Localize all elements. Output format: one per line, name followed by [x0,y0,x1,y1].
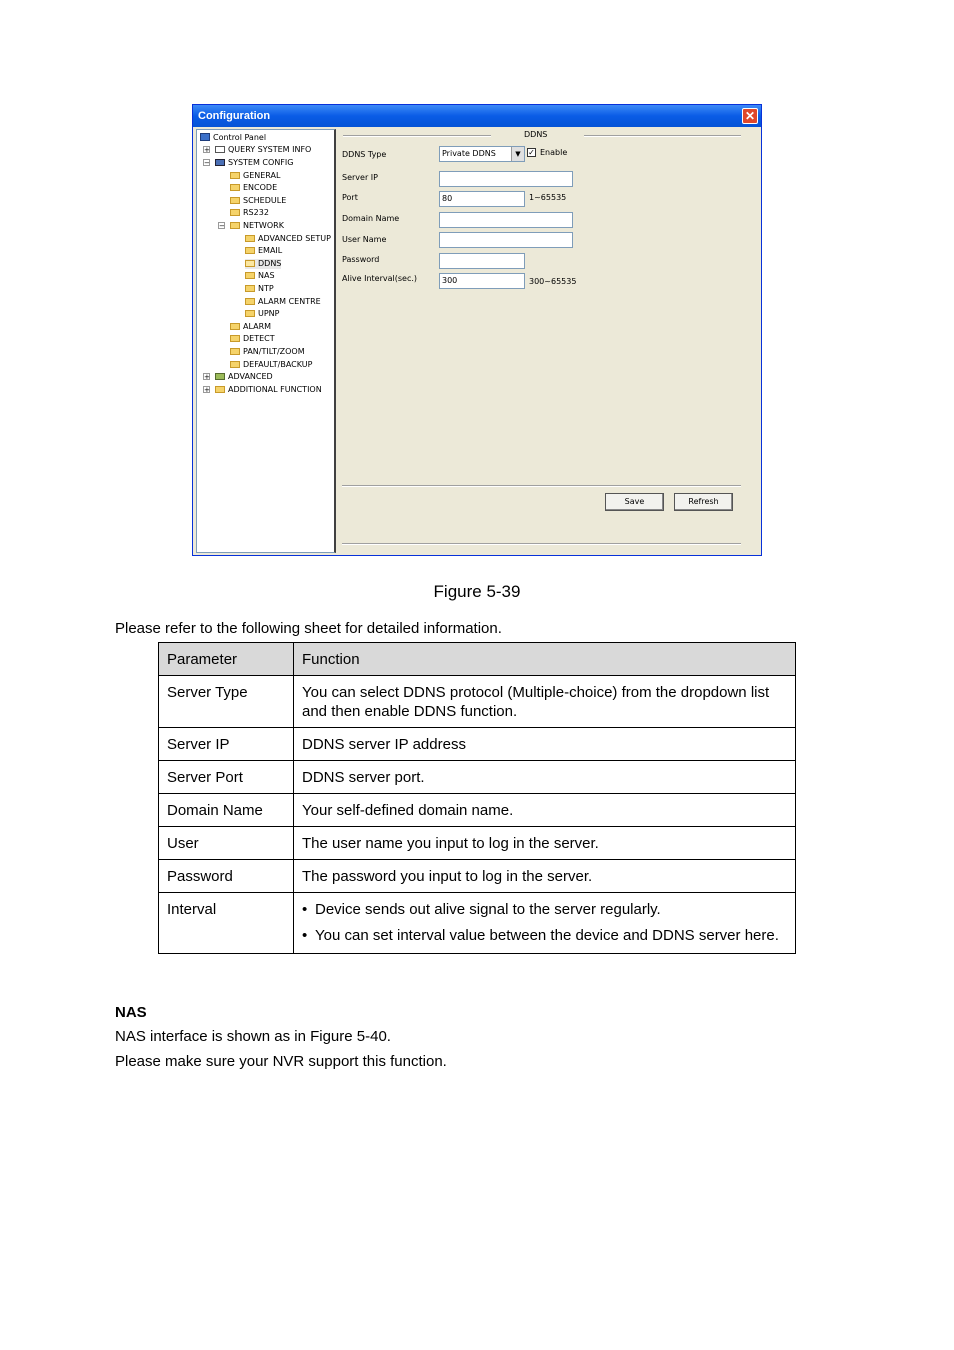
folder-icon [230,323,240,330]
tree-item-rs232[interactable]: RS232 [230,208,269,218]
tree-item-control-panel[interactable]: Control Panel [200,133,266,143]
expand-icon[interactable]: + [204,146,210,154]
header-function: Function [294,643,796,676]
expand-icon[interactable]: + [204,386,210,394]
ddns-panel [338,129,758,552]
computer-icon [200,133,210,141]
divider [584,135,741,137]
tree-item-system-config[interactable]: − SYSTEM CONFIG [204,158,294,167]
figure-caption: Figure 5-39 [433,582,521,601]
folder-icon [230,184,240,191]
title-bar[interactable] [193,105,761,127]
chevron-down-icon: ▼ [511,147,524,161]
folder-icon [230,222,240,229]
folder-icon [245,272,255,279]
server-ip-input[interactable] [439,171,573,187]
nas-line-1: NAS interface is shown as in Figure 5-40. [115,1028,391,1045]
tree-item-detect[interactable]: DETECT [230,334,275,344]
bullet-item: • You can set interval value between the device and DDNS server here. [302,926,787,945]
port-input[interactable]: 80 [439,191,525,207]
folder-icon [230,197,240,204]
divider [342,543,741,545]
user-name-label: User Name [342,235,387,244]
configuration-window [192,104,762,556]
enable-checkbox[interactable]: ✓ [528,148,535,157]
nas-heading: NAS [115,1004,147,1021]
port-label: Port [342,193,358,202]
tree-item-ntp[interactable]: NTP [245,284,274,294]
tree-item-network[interactable]: − NETWORK [219,221,284,230]
header-parameter: Parameter [159,643,294,676]
password-input[interactable] [439,253,525,269]
tree-item-schedule[interactable]: SCHEDULE [230,196,286,206]
table-row [159,827,796,860]
param-cell: Domain Name [159,794,294,827]
tree-item-general[interactable]: GENERAL [230,171,280,181]
tree-item-nas[interactable]: NAS [245,271,275,281]
folder-icon [245,247,255,254]
folder-icon [230,209,240,216]
collapse-icon[interactable]: − [219,222,225,230]
function-cell: DDNS server port. [294,761,796,794]
alive-interval-range: 300~65535 [529,277,577,286]
table-row [159,676,796,728]
parameter-table [158,642,796,954]
table-row [159,860,796,893]
tree-item-alarm-centre[interactable]: ALARM CENTRE [245,297,321,307]
param-cell: Server Port [159,761,294,794]
tree-item-advanced[interactable]: + ADVANCED [204,372,273,381]
section-title: DDNS [524,130,548,139]
nas-line-2: Please make sure your NVR support this function. [115,1053,447,1070]
table-row [159,794,796,827]
divider [343,135,491,137]
param-cell: Interval [159,893,294,954]
tree-item-encode[interactable]: ENCODE [230,183,277,193]
advanced-icon [215,373,225,380]
function-cell: You can select DDNS protocol (Multiple-choice) from the dropdown list and then enable DDNS function. [294,676,796,728]
save-button[interactable]: Save [605,493,664,511]
alive-interval-label: Alive Interval(sec.) [342,274,418,283]
refresh-button[interactable]: Refresh [674,493,733,511]
folder-icon [245,298,255,305]
folder-icon [245,310,255,317]
ddns-type-select[interactable]: Private DDNS ▼ [439,146,525,162]
window-title: Configuration [198,110,271,122]
table-row [159,761,796,794]
domain-name-label: Domain Name [342,214,400,223]
function-cell: Your self-defined domain name. [294,794,796,827]
port-range: 1~65535 [529,193,567,202]
tree-item-default-backup[interactable]: DEFAULT/BACKUP [230,360,312,370]
divider [342,485,741,487]
folder-icon [230,172,240,179]
folder-icon [230,361,240,368]
table-row [159,728,796,761]
bullet-list [302,900,787,945]
folder-icon [215,386,225,393]
folder-icon [230,348,240,355]
config-icon [215,159,225,166]
close-icon[interactable]: ✕ [742,108,758,124]
folder-icon [230,335,240,342]
param-cell: Password [159,860,294,893]
user-name-input[interactable] [439,232,573,248]
enable-label: Enable [540,148,568,157]
tree-item-alarm[interactable]: ALARM [230,322,271,332]
param-cell: Server IP [159,728,294,761]
tree-item-email[interactable]: EMAIL [245,246,282,256]
function-cell: The password you input to log in the server. [294,860,796,893]
table-row [159,893,796,954]
intro-text: Please refer to the following sheet for detailed information. [115,620,502,637]
folder-open-icon [245,260,255,267]
folder-icon [245,235,255,242]
domain-name-input[interactable] [439,212,573,228]
tree-item-advanced-setup[interactable]: ADVANCED SETUP [245,234,331,244]
folder-icon [245,285,255,292]
tree-item-upnp[interactable]: UPNP [245,309,280,319]
table-header-row [159,643,796,676]
server-ip-label: Server IP [342,173,378,182]
config-tree [196,129,336,553]
ddns-type-label: DDNS Type [342,150,387,159]
function-cell: The user name you input to log in the server. [294,827,796,860]
tree-item-additional-function[interactable]: + ADDITIONAL FUNCTION [204,385,322,394]
tree-item-ddns[interactable]: DDNS [245,259,281,269]
alive-interval-input[interactable]: 300 [439,273,525,289]
query-icon [215,146,225,153]
collapse-icon[interactable]: − [204,159,210,167]
param-cell: Server Type [159,676,294,728]
function-cell [294,893,796,954]
param-cell: User [159,827,294,860]
expand-icon[interactable]: + [204,373,210,381]
tree-item-pan-tilt-zoom[interactable]: PAN/TILT/ZOOM [230,347,305,357]
tree-item-query-system-info[interactable]: + QUERY SYSTEM INFO [204,145,312,154]
password-label: Password [342,255,380,264]
function-cell: DDNS server IP address [294,728,796,761]
bullet-item: • Device sends out alive signal to the server regularly. [302,900,787,919]
